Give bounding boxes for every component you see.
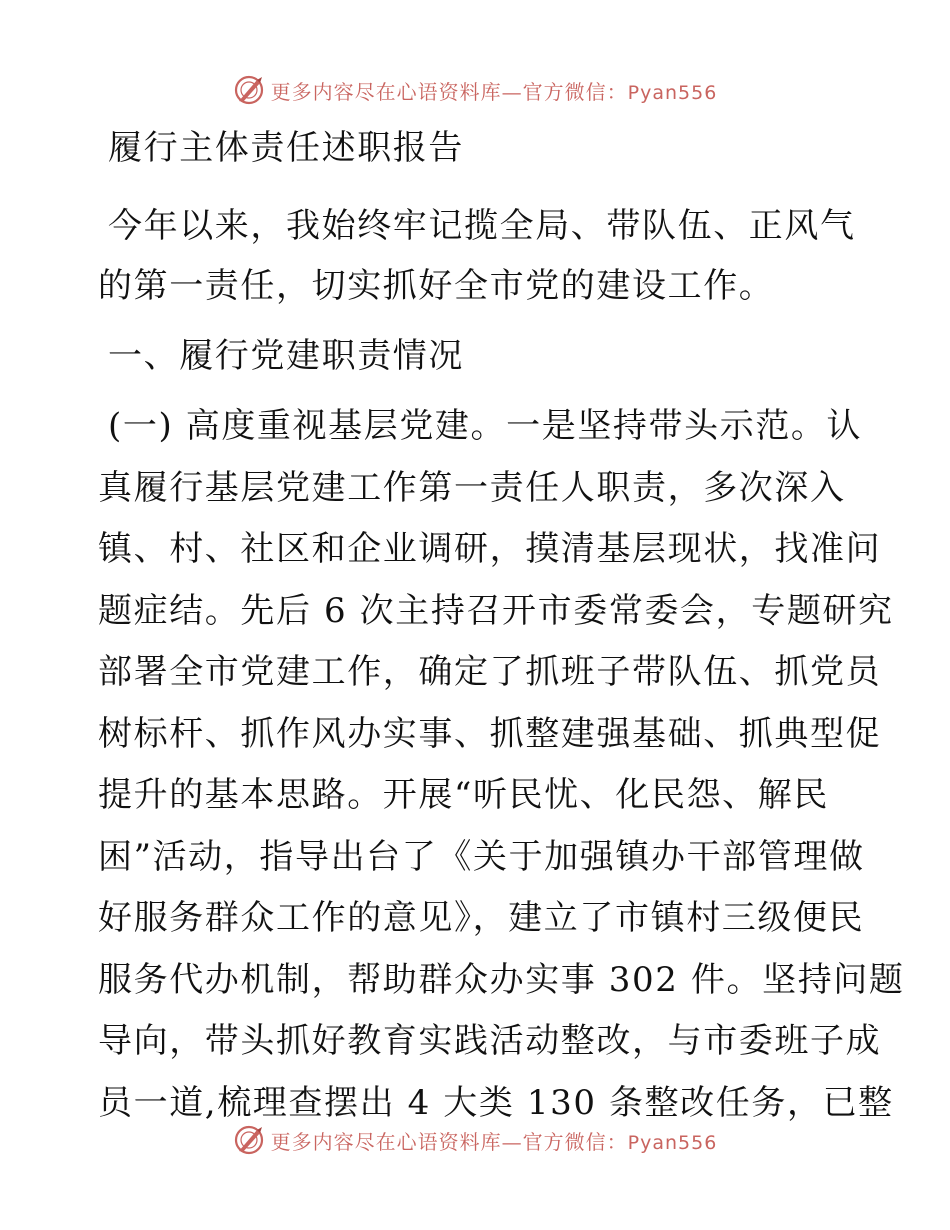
text-line: (一) 高度重视基层党建。一是坚持带头示范。认 — [108, 406, 863, 446]
wechat-id: Pyan556 — [627, 81, 718, 104]
text-line: 题症结。先后 6 次主持召开市委常委会，专题研究 — [98, 590, 894, 631]
text-line: 导向，带头抓好教育实践活动整改，与市委班子成 — [98, 1021, 882, 1061]
text-line: 员一道,梳理查摆出 4 大类 130 条整改任务，已整 — [98, 1082, 894, 1123]
wechat-id: Pyan556 — [627, 1131, 718, 1154]
text-line: 树标杆、抓作风办实事、抓整建强基础、抓典型促 — [98, 713, 882, 754]
text-line: 部署全市党建工作，确定了抓班子带队伍、抓党员 — [98, 652, 882, 692]
intro-paragraph — [98, 196, 858, 316]
text-line: 的第一责任，切实抓好全市党的建设工作。 — [98, 266, 775, 306]
watermark-text: 更多内容尽在心语资料库—官方微信：Pyan556 — [270, 1129, 718, 1154]
quill-seal-icon — [233, 1124, 265, 1156]
text-line: 今年以来，我始终牢记揽全局、带队伍、正风气 — [108, 206, 856, 246]
body-paragraph — [98, 396, 905, 1134]
section-heading: 一、履行党建职责情况 — [108, 336, 464, 376]
text-line: 真履行基层党建工作第一责任人职责，多次深入 — [98, 467, 846, 508]
document-title: 履行主体责任述职报告 — [108, 128, 464, 168]
watermark-banner-top — [0, 72, 950, 108]
watermark-banner-bottom — [0, 1122, 950, 1158]
text-line: 困”活动，指导出台了《关于加强镇办干部管理做 — [98, 836, 865, 877]
text-line: 好服务群众工作的意见》，建立了市镇村三级便民 — [98, 898, 865, 938]
text-line: 服务代办机制，帮助群众办实事 302 件。坚持问题 — [98, 959, 905, 1000]
text-line: 镇、村、社区和企业调研，摸清基层现状，找准问 — [98, 529, 882, 569]
document-body — [98, 118, 905, 1134]
text-line: 提升的基本思路。开展“听民忧、化民怨、解民 — [98, 775, 829, 815]
quill-seal-icon — [233, 74, 265, 106]
watermark-text: 更多内容尽在心语资料库—官方微信：Pyan556 — [270, 79, 718, 104]
